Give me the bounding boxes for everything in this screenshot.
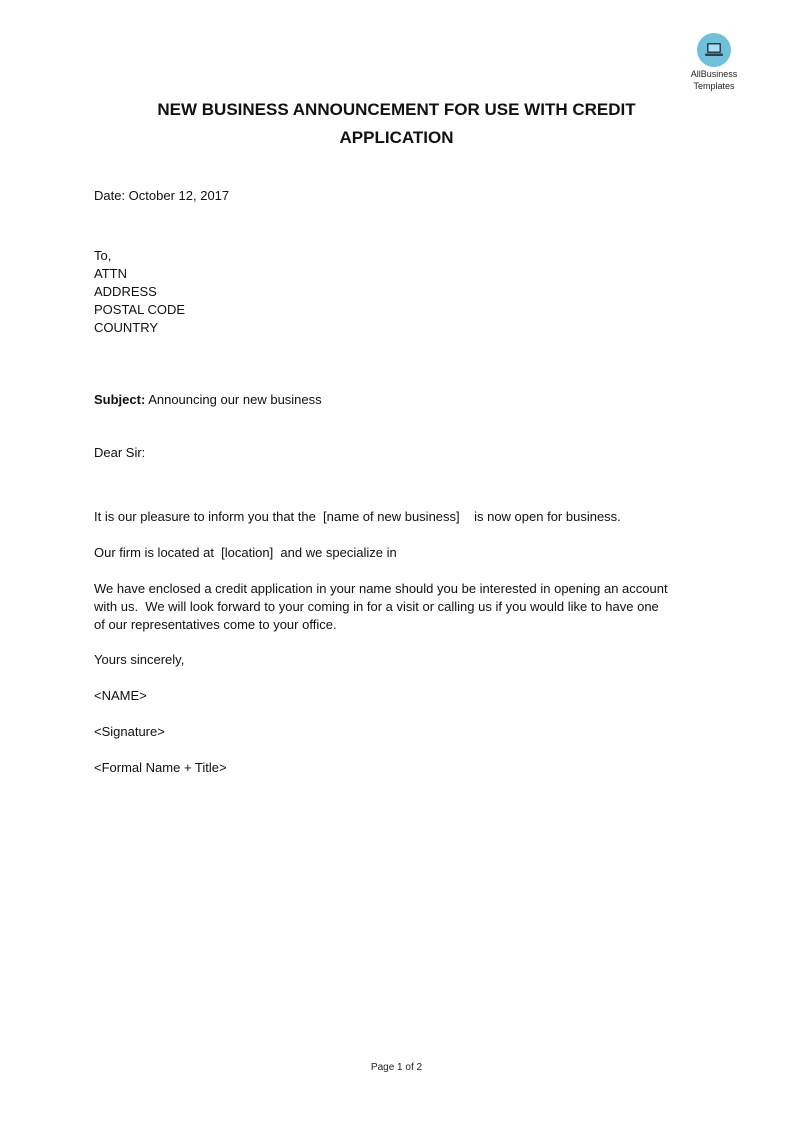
- paragraph-3-line-1: We have enclosed a credit application in your name should you be interested in opening an account: [94, 581, 668, 596]
- title-line-1: NEW BUSINESS ANNOUNCEMENT FOR USE WITH CREDIT: [157, 100, 636, 119]
- logo-text-line1: AllBusiness: [690, 69, 738, 79]
- paragraph-3-line-3: of our representatives come to your office.: [94, 617, 337, 632]
- date-line: Date: October 12, 2017: [94, 188, 230, 203]
- laptop-icon: [697, 33, 731, 67]
- recipient-to: To,: [94, 248, 112, 263]
- recipient-country: COUNTRY: [94, 320, 159, 335]
- paragraph-2: Our firm is located at [location] and we specialize in: [94, 545, 397, 560]
- subject-label: Subject:: [94, 392, 146, 407]
- page-number: Page 1 of 2: [370, 1062, 423, 1073]
- subject-line: [94, 391, 322, 409]
- paragraph-1: It is our pleasure to inform you that the [name of new business] is now open for business.: [94, 509, 621, 524]
- logo-text-line2: Templates: [693, 81, 735, 91]
- formal-name-placeholder: <Formal Name + Title>: [94, 760, 227, 775]
- recipient-postal-code: POSTAL CODE: [94, 302, 186, 317]
- recipient-address: ADDRESS: [94, 284, 157, 299]
- salutation: Dear Sir:: [94, 445, 146, 460]
- title-line-2: APPLICATION: [339, 128, 454, 147]
- subject-text: Announcing our new business: [145, 392, 322, 407]
- paragraph-3-line-2: with us. We will look forward to your coming in for a visit or calling us if you would like to have one: [94, 599, 659, 614]
- brand-logo: [688, 33, 740, 91]
- recipient-attn: ATTN: [94, 266, 127, 281]
- document-title: [95, 96, 698, 152]
- name-placeholder: <NAME>: [94, 688, 147, 703]
- signature-placeholder: <Signature>: [94, 724, 165, 739]
- closing: Yours sincerely,: [94, 652, 185, 667]
